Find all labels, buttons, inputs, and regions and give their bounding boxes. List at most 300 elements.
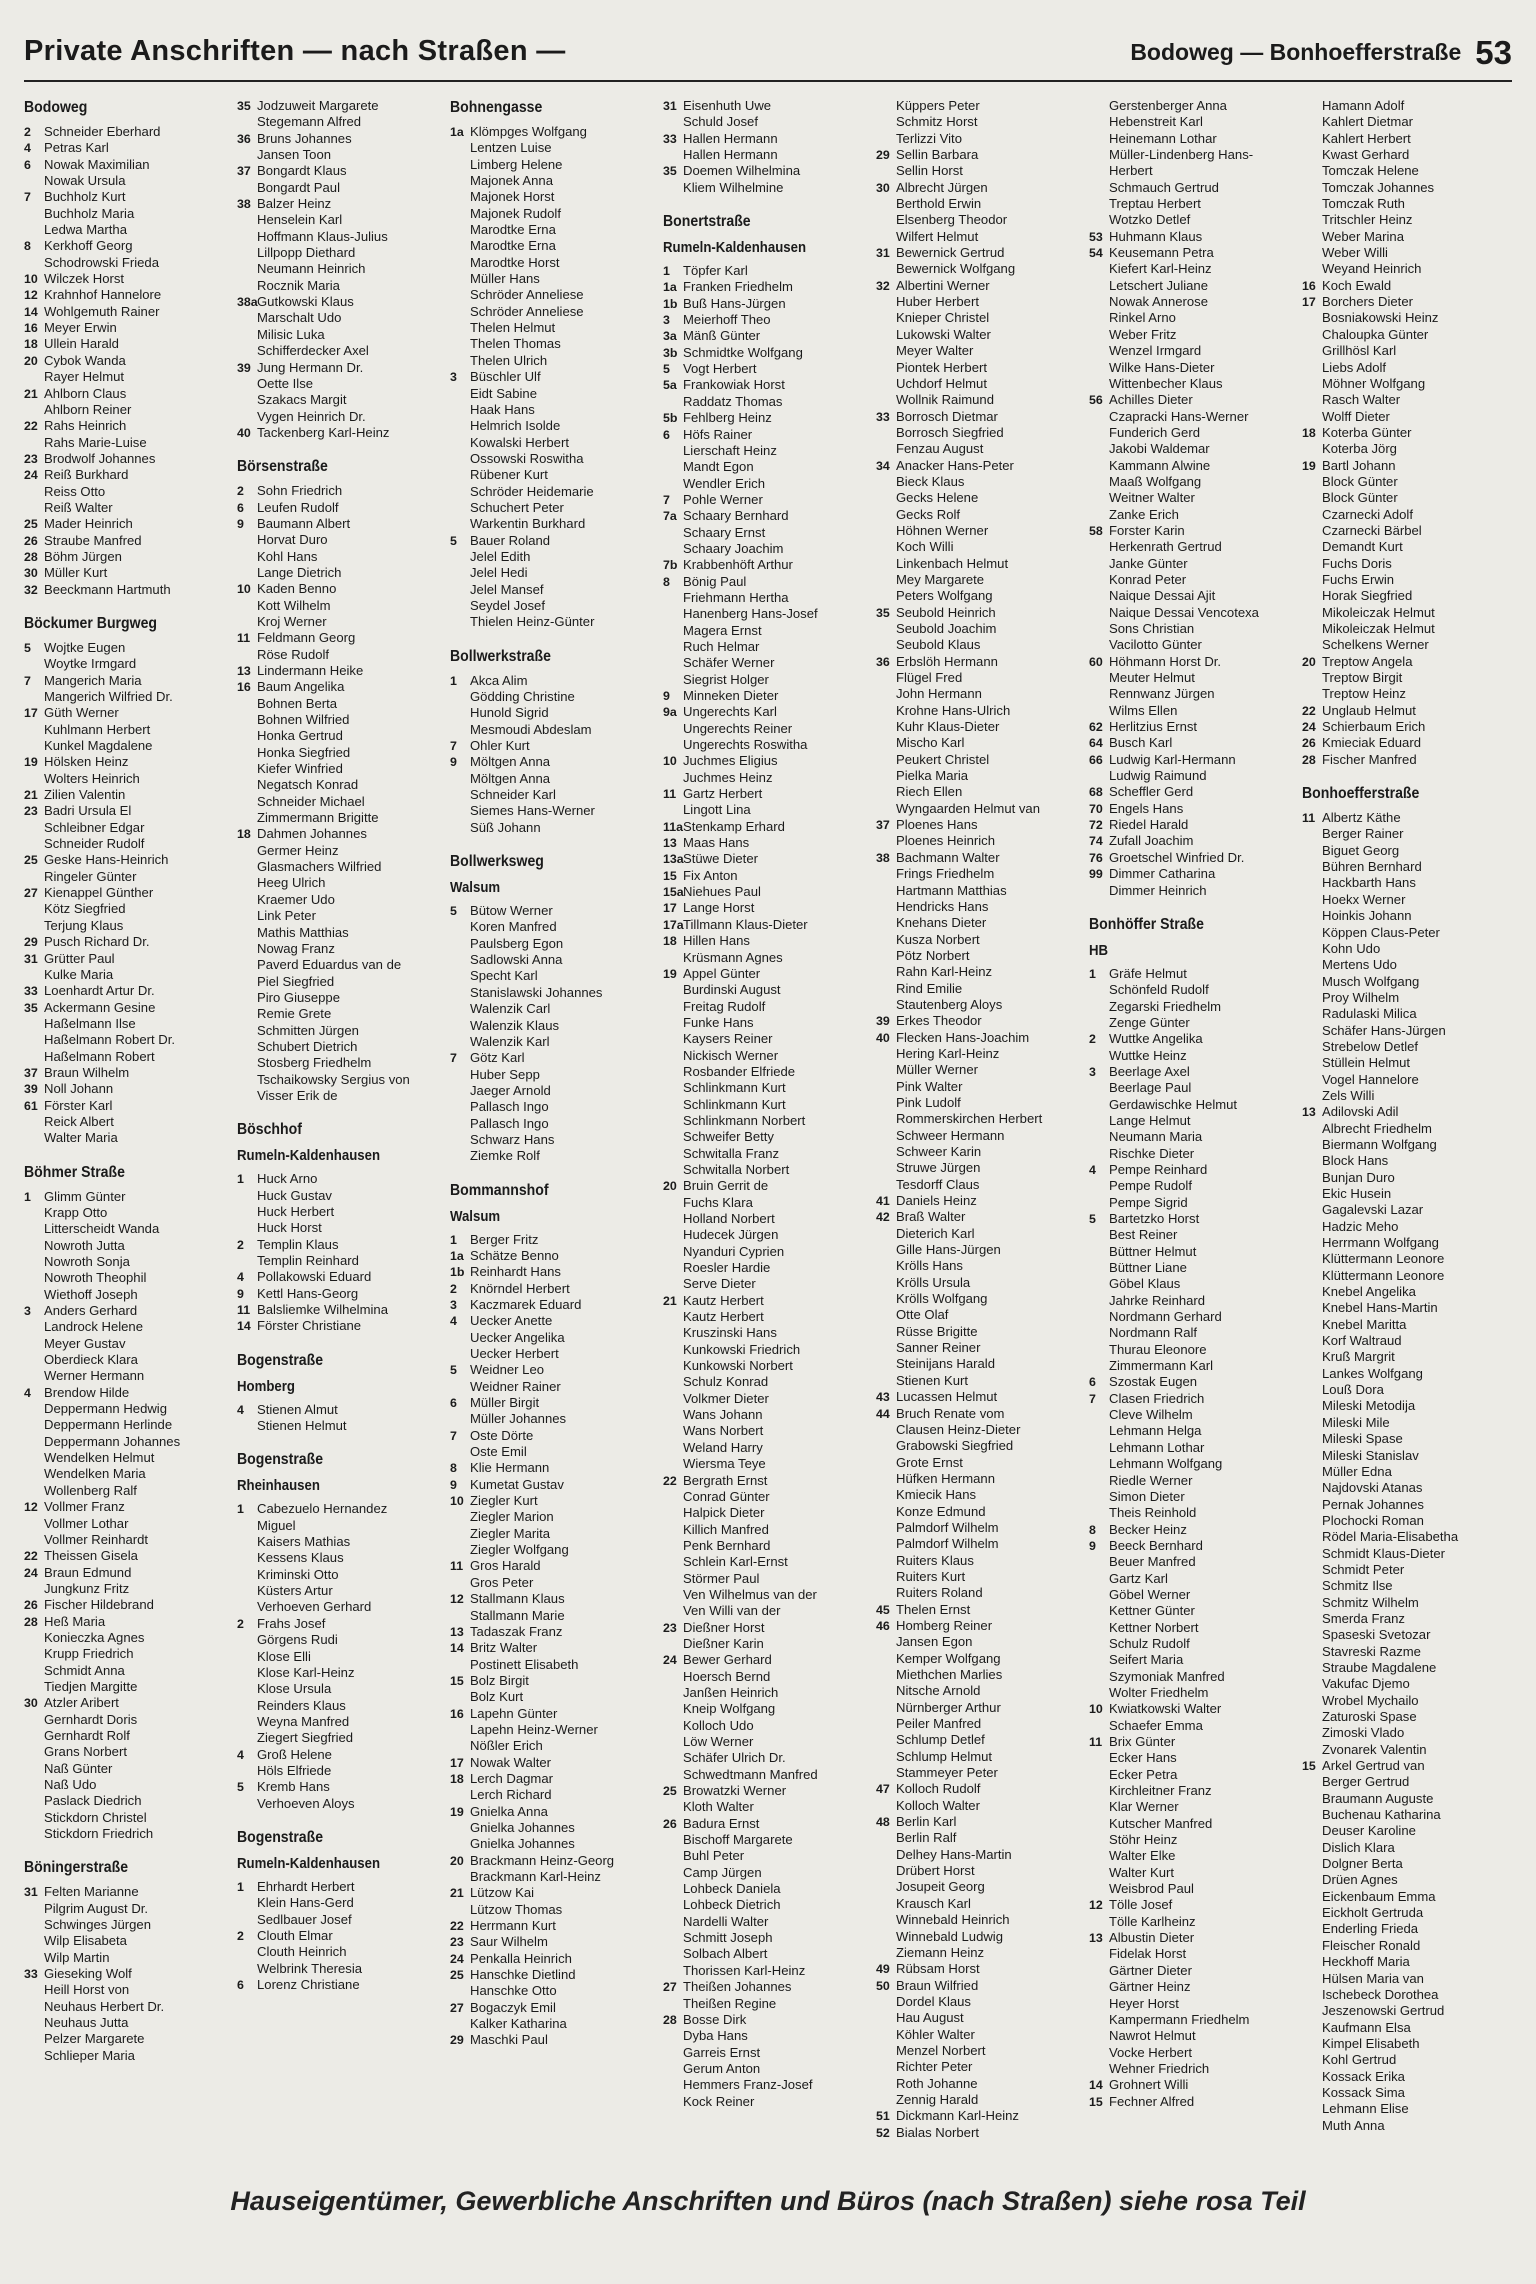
address-entry xyxy=(1302,941,1507,957)
house-number xyxy=(24,1901,44,1917)
address-entry xyxy=(663,1963,868,1979)
resident-name: Kaufmann Elsa xyxy=(1322,2019,1411,2035)
house-number xyxy=(24,2031,44,2047)
resident-name: Muth Anna xyxy=(1322,2117,1385,2133)
address-entry xyxy=(237,1418,442,1434)
house-number xyxy=(450,467,470,483)
address-entry xyxy=(876,196,1081,212)
resident-name: Naß Udo xyxy=(44,1777,97,1792)
house-number xyxy=(1089,1783,1109,1799)
resident-name: Schwinges Jürgen xyxy=(44,1917,151,1933)
house-number: 60 xyxy=(1089,654,1103,669)
address-entry xyxy=(24,640,229,656)
address-entry xyxy=(876,556,1081,572)
resident-name: Schmitz Horst xyxy=(896,114,978,130)
address-entry xyxy=(1089,1048,1294,1064)
house-number xyxy=(1089,147,1109,163)
address-entry xyxy=(1302,908,1507,924)
resident-name: Hanschke Otto xyxy=(470,1983,557,1999)
address-entry xyxy=(237,663,442,679)
address-entry xyxy=(450,484,655,500)
address-entry xyxy=(237,1779,442,1795)
house-number xyxy=(876,1569,896,1585)
resident-name: Walter Elke xyxy=(1109,1848,1176,1864)
house-number: 1 xyxy=(663,264,670,279)
house-number xyxy=(237,843,257,859)
address-entry xyxy=(876,376,1081,392)
resident-name: Walenzik Carl xyxy=(470,1001,551,1017)
house-number xyxy=(1089,1636,1109,1652)
resident-name: Förster Christiane xyxy=(257,1318,362,1334)
address-entry xyxy=(876,245,1081,261)
resident-name: Simon Dieter xyxy=(1109,1488,1185,1504)
address-entry xyxy=(1089,2045,1294,2061)
resident-name: Schleibner Edgar xyxy=(44,819,145,835)
house-number: 6 xyxy=(237,500,244,515)
house-number xyxy=(450,386,470,402)
house-number xyxy=(24,1982,44,1998)
resident-name: Kott Wilhelm xyxy=(257,597,331,613)
resident-name: Rommerskirchen Herbert xyxy=(896,1111,1043,1127)
address-entry xyxy=(1302,1137,1507,1153)
address-entry xyxy=(876,1896,1081,1912)
house-number xyxy=(876,1144,896,1160)
address-entry xyxy=(237,679,442,695)
resident-name: Kessens Klaus xyxy=(257,1550,344,1566)
address-entry xyxy=(237,581,442,597)
address-entry xyxy=(663,819,868,835)
resident-name: Fix Anton xyxy=(683,867,738,883)
house-number xyxy=(1089,1080,1109,1096)
address-entry xyxy=(237,1039,442,1055)
resident-name: Bruch Renate vom xyxy=(896,1405,1005,1421)
resident-name: Flügel Fred xyxy=(896,670,963,686)
resident-name: Herrmann Wolfgang xyxy=(1322,1235,1439,1251)
address-entry xyxy=(24,206,229,222)
house-number: 23 xyxy=(24,804,38,819)
resident-name: Gnielka Johannes xyxy=(470,1819,575,1835)
resident-name: Theißen Johannes xyxy=(683,1979,792,1995)
address-entry xyxy=(876,1814,1081,1830)
address-entry xyxy=(1089,229,1294,245)
address-entry xyxy=(24,1385,229,1401)
house-number: 1b xyxy=(450,1265,465,1280)
house-number: 7 xyxy=(450,739,457,754)
house-number xyxy=(1302,1251,1322,1267)
address-entry xyxy=(663,1848,868,1864)
address-entry xyxy=(237,180,442,196)
address-entry xyxy=(24,189,229,205)
house-number xyxy=(24,1793,44,1809)
address-entry xyxy=(1302,294,1507,310)
street-name: Böhmer Straße xyxy=(24,1163,125,1181)
resident-name: Funke Hans xyxy=(683,1014,754,1030)
resident-name: Naique Dessai Vencotexa xyxy=(1109,604,1259,620)
resident-name: Kriminski Otto xyxy=(257,1566,339,1582)
house-number xyxy=(876,98,896,114)
address-entry xyxy=(24,1287,229,1303)
house-number xyxy=(1089,1750,1109,1766)
resident-name: Demandt Kurt xyxy=(1322,539,1403,555)
resident-name: Kettner Norbert xyxy=(1109,1619,1199,1635)
resident-name: Jung Hermann Dr. xyxy=(257,359,364,375)
resident-name: Funderich Gerd xyxy=(1109,424,1200,440)
resident-name: Kirchleitner Franz xyxy=(1109,1783,1212,1799)
address-entry xyxy=(1089,392,1294,408)
resident-name: Penk Bernhard xyxy=(683,1537,771,1553)
address-entry xyxy=(663,2028,868,2044)
resident-name: Straube Magdalene xyxy=(1322,1659,1437,1675)
house-number: 25 xyxy=(24,853,38,868)
house-number xyxy=(1302,507,1322,523)
address-entry xyxy=(663,1293,868,1309)
house-number: 28 xyxy=(24,549,38,564)
address-entry xyxy=(1302,588,1507,604)
address-entry xyxy=(663,737,868,753)
address-entry xyxy=(876,1275,1081,1291)
resident-name: Treptow Angela xyxy=(1322,653,1413,669)
house-number: 1 xyxy=(24,1189,31,1204)
resident-name: Postinett Elisabeth xyxy=(470,1656,579,1672)
address-entry xyxy=(1089,1832,1294,1848)
house-number xyxy=(663,1227,683,1243)
address-entry xyxy=(237,892,442,908)
address-entry xyxy=(237,1763,442,1779)
resident-name: Höhnen Werner xyxy=(896,522,989,538)
house-number xyxy=(1089,490,1109,506)
resident-name: Lehmann Elise xyxy=(1322,2101,1409,2117)
resident-name: Struwe Jürgen xyxy=(896,1160,981,1176)
house-number xyxy=(876,686,896,702)
resident-name: Garreis Ernst xyxy=(683,2044,761,2060)
house-number xyxy=(1302,1186,1322,1202)
house-number xyxy=(1302,1921,1322,1937)
address-entry xyxy=(1302,1546,1507,1562)
resident-name: Ledwa Martha xyxy=(44,222,127,238)
house-number: 58 xyxy=(1089,523,1103,538)
resident-name: Pernak Johannes xyxy=(1322,1496,1424,1512)
resident-name: Clouth Elmar xyxy=(257,1927,333,1943)
address-entry xyxy=(663,835,868,851)
header-street-range: Bodoweg — Bonhoefferstraße xyxy=(1130,39,1462,65)
address-entry xyxy=(450,1018,655,1034)
house-number xyxy=(1302,1333,1322,1349)
resident-name: Bewernick Gertrud xyxy=(896,245,1005,261)
resident-name: Kaysers Reiner xyxy=(683,1031,773,1047)
house-number xyxy=(450,1018,470,1034)
resident-name: Otte Olaf xyxy=(896,1307,949,1323)
address-entry xyxy=(24,1744,229,1760)
address-entry xyxy=(663,1930,868,1946)
address-entry xyxy=(876,899,1081,915)
resident-name: Schulz Konrad xyxy=(683,1374,769,1390)
address-entry xyxy=(663,1750,868,1766)
address-entry xyxy=(1302,1791,1507,1807)
house-number: 13 xyxy=(1302,1105,1316,1120)
resident-name: Zimmermann Brigitte xyxy=(257,810,379,826)
resident-name: Rödel Maria-Elisabetha xyxy=(1322,1529,1459,1545)
address-entry xyxy=(24,516,229,532)
address-entry xyxy=(663,900,868,916)
house-number xyxy=(1302,941,1322,957)
address-entry xyxy=(450,1493,655,1509)
resident-name: Gieseking Wolf xyxy=(44,1966,132,1982)
house-number xyxy=(1089,1129,1109,1145)
house-number xyxy=(1302,1693,1322,1709)
district-name: Rumeln-Kaldenhausen xyxy=(663,239,807,257)
resident-name: Reinhardt Hans xyxy=(470,1264,561,1280)
house-number xyxy=(876,376,896,392)
house-number xyxy=(876,915,896,931)
address-entry xyxy=(237,229,442,245)
address-entry xyxy=(663,1767,868,1783)
address-entry xyxy=(1089,1031,1294,1047)
resident-name: Höhmann Horst Dr. xyxy=(1109,653,1222,669)
resident-name: Jeszenowski Gertrud xyxy=(1322,2003,1445,2019)
resident-name: Bischoff Margarete xyxy=(683,1832,793,1848)
address-entry xyxy=(24,951,229,967)
house-number: 23 xyxy=(450,1935,464,1950)
house-number xyxy=(876,948,896,964)
resident-name: Fidelak Horst xyxy=(1109,1946,1187,1962)
house-number xyxy=(876,1879,896,1895)
house-number xyxy=(24,1761,44,1777)
house-number xyxy=(1089,1848,1109,1864)
address-entry xyxy=(24,705,229,721)
resident-name: Krausch Karl xyxy=(896,1895,971,1911)
house-number xyxy=(876,1667,896,1683)
house-number xyxy=(1089,1832,1109,1848)
house-number xyxy=(1302,180,1322,196)
resident-name: Zaturoski Spase xyxy=(1322,1709,1417,1724)
address-entry xyxy=(663,1897,868,1913)
house-number: 10 xyxy=(237,582,251,597)
resident-name: Kiefer Winfried xyxy=(257,761,343,777)
resident-name: Chaloupka Günter xyxy=(1322,326,1429,342)
address-entry xyxy=(450,1362,655,1378)
resident-name: Lierschaft Heinz xyxy=(683,442,777,458)
house-number: 10 xyxy=(24,272,38,287)
address-entry xyxy=(450,1640,655,1656)
resident-name: Buchholz Maria xyxy=(44,205,135,221)
house-number xyxy=(237,1665,257,1681)
house-number xyxy=(876,1455,896,1471)
address-entry xyxy=(237,1665,442,1681)
address-entry xyxy=(1089,1473,1294,1489)
resident-name: Brix Günter xyxy=(1109,1734,1176,1749)
address-entry xyxy=(876,1258,1081,1274)
resident-name: Herrmann Kurt xyxy=(470,1918,556,1934)
house-number xyxy=(1302,1660,1322,1676)
house-number xyxy=(663,1832,683,1848)
address-entry xyxy=(1302,180,1507,196)
address-entry xyxy=(663,1391,868,1407)
address-entry xyxy=(876,1520,1081,1536)
resident-name: Dieterich Karl xyxy=(896,1225,975,1241)
house-number: 44 xyxy=(876,1406,890,1421)
resident-name: Adilovski Adil xyxy=(1322,1104,1399,1120)
address-entry xyxy=(663,868,868,884)
house-number: 18 xyxy=(1302,425,1316,440)
address-entry xyxy=(663,98,868,114)
resident-name: Gutkowski Klaus xyxy=(257,294,354,310)
resident-name: Kautz Herbert xyxy=(683,1309,764,1325)
house-number: 7 xyxy=(24,673,31,688)
resident-name: Ungerechts Roswitha xyxy=(683,737,808,753)
house-number: 11a xyxy=(663,819,683,834)
house-number xyxy=(663,1914,683,1930)
resident-name: Block Günter xyxy=(1322,490,1398,506)
resident-name: Krüsmann Agnes xyxy=(683,949,783,965)
address-entry xyxy=(24,722,229,738)
house-number xyxy=(237,859,257,875)
resident-name: Berthold Erwin xyxy=(896,196,982,212)
address-entry xyxy=(876,1863,1081,1879)
resident-name: Hülsen Maria van xyxy=(1322,1970,1424,1986)
address-entry xyxy=(876,1569,1081,1585)
house-number xyxy=(237,343,257,359)
resident-name: Ackermann Gesine xyxy=(44,999,156,1015)
house-number xyxy=(237,1518,257,1534)
resident-name: Kienappel Günther xyxy=(44,885,154,901)
house-number: 52 xyxy=(876,2125,890,2140)
address-entry xyxy=(663,574,868,590)
address-entry xyxy=(1089,1865,1294,1881)
house-number xyxy=(876,2010,896,2026)
address-entry xyxy=(876,425,1081,441)
house-number xyxy=(663,1456,683,1472)
house-number xyxy=(876,1847,896,1863)
house-number xyxy=(450,1722,470,1738)
resident-name: Ziemann Heinz xyxy=(896,1944,985,1960)
resident-name: Wenzel Irmgard xyxy=(1109,343,1202,359)
house-number xyxy=(876,490,896,506)
house-number xyxy=(1302,1382,1322,1398)
address-entry xyxy=(450,1248,655,1264)
resident-name: Theißen Regine xyxy=(683,1995,777,2011)
resident-name: Janke Günter xyxy=(1109,555,1188,571)
resident-name: Marschalt Udo xyxy=(257,310,342,326)
address-entry xyxy=(24,2048,229,2064)
resident-name: Thelen Ulrich xyxy=(470,352,548,368)
house-number: 56 xyxy=(1089,393,1103,408)
house-number xyxy=(876,1177,896,1193)
address-entry xyxy=(1302,925,1507,941)
resident-name: Lillpopp Diethard xyxy=(257,245,356,261)
address-entry xyxy=(663,1652,868,1668)
house-number xyxy=(1302,1546,1322,1562)
resident-name: Hebenstreit Karl xyxy=(1109,114,1203,130)
address-entry xyxy=(237,1730,442,1746)
address-entry xyxy=(1089,752,1294,768)
street-block xyxy=(237,1351,442,1435)
resident-name: Weidner Leo xyxy=(470,1362,545,1378)
address-entry xyxy=(237,1518,442,1534)
address-entry xyxy=(876,2027,1081,2043)
address-entry xyxy=(876,1536,1081,1552)
house-number xyxy=(24,1450,44,1466)
house-number xyxy=(663,1799,683,1815)
resident-name: Tackenberg Karl-Heinz xyxy=(257,424,390,440)
resident-name: Stavreski Razme xyxy=(1322,1643,1421,1659)
address-entry xyxy=(1302,719,1507,735)
house-number: 11 xyxy=(450,1559,464,1574)
street-block xyxy=(663,98,868,196)
resident-name: Clausen Heinz-Dieter xyxy=(896,1421,1021,1437)
address-entry xyxy=(24,1254,229,1270)
address-entry xyxy=(876,1978,1081,1994)
house-number xyxy=(1302,1480,1322,1496)
house-number: 25 xyxy=(663,1784,677,1799)
house-number xyxy=(24,206,44,222)
house-number: 26 xyxy=(24,533,38,548)
street-block xyxy=(24,1163,229,1843)
house-number xyxy=(450,549,470,565)
address-entry xyxy=(1302,1758,1507,1774)
house-number xyxy=(24,1581,44,1597)
house-number: 29 xyxy=(24,935,38,950)
address-entry xyxy=(1089,1554,1294,1570)
address-entry xyxy=(450,206,655,222)
resident-name: Hölsken Heinz xyxy=(44,754,129,770)
column-5 xyxy=(876,98,1081,2158)
house-number xyxy=(1089,212,1109,228)
house-number: 7a xyxy=(663,509,677,524)
address-entry xyxy=(24,1401,229,1417)
resident-name: Majonek Rudolf xyxy=(470,205,561,221)
street-name: Böschhof xyxy=(237,1121,302,1139)
resident-name: Seubold Joachim xyxy=(896,621,997,636)
house-number xyxy=(450,1067,470,1083)
house-number: 39 xyxy=(876,1014,890,1029)
address-entry xyxy=(24,1065,229,1081)
resident-name: Ungerechts Reiner xyxy=(683,720,793,736)
house-number: 25 xyxy=(450,1968,464,1983)
resident-name: Stanislawski Johannes xyxy=(470,984,603,1000)
house-number xyxy=(1089,1097,1109,1113)
resident-name: Liebs Adolf xyxy=(1322,359,1387,375)
address-entry xyxy=(1089,1325,1294,1341)
address-entry xyxy=(450,255,655,271)
house-number xyxy=(876,2059,896,2075)
house-number: 20 xyxy=(450,1853,464,1868)
resident-name: Pielka Maria xyxy=(896,768,969,784)
resident-name: Huck Horst xyxy=(257,1220,322,1236)
address-entry xyxy=(1302,1513,1507,1529)
house-number xyxy=(663,590,683,606)
resident-name: Klüttermann Leonore xyxy=(1322,1251,1445,1267)
resident-name: Anders Gerhard xyxy=(44,1303,138,1319)
address-entry xyxy=(1089,883,1294,899)
resident-name: Dießner Horst xyxy=(683,1619,765,1635)
resident-name: Buchenau Katharina xyxy=(1322,1807,1441,1823)
house-number xyxy=(663,1031,683,1047)
house-number xyxy=(450,565,470,581)
house-number xyxy=(450,1444,470,1460)
resident-name: Vogel Hannelore xyxy=(1322,1071,1419,1087)
resident-name: Majonek Anna xyxy=(470,173,553,189)
address-entry xyxy=(1302,1464,1507,1480)
resident-name: Höfs Rainer xyxy=(683,426,753,442)
house-number: 11 xyxy=(237,1303,251,1318)
resident-name: Menzel Norbert xyxy=(896,2042,986,2058)
address-entry xyxy=(450,124,655,140)
address-entry xyxy=(1089,572,1294,588)
address-entry xyxy=(450,304,655,320)
street-block xyxy=(237,1450,442,1812)
address-entry xyxy=(876,507,1081,523)
resident-name: Sedlbauer Josef xyxy=(257,1911,352,1927)
